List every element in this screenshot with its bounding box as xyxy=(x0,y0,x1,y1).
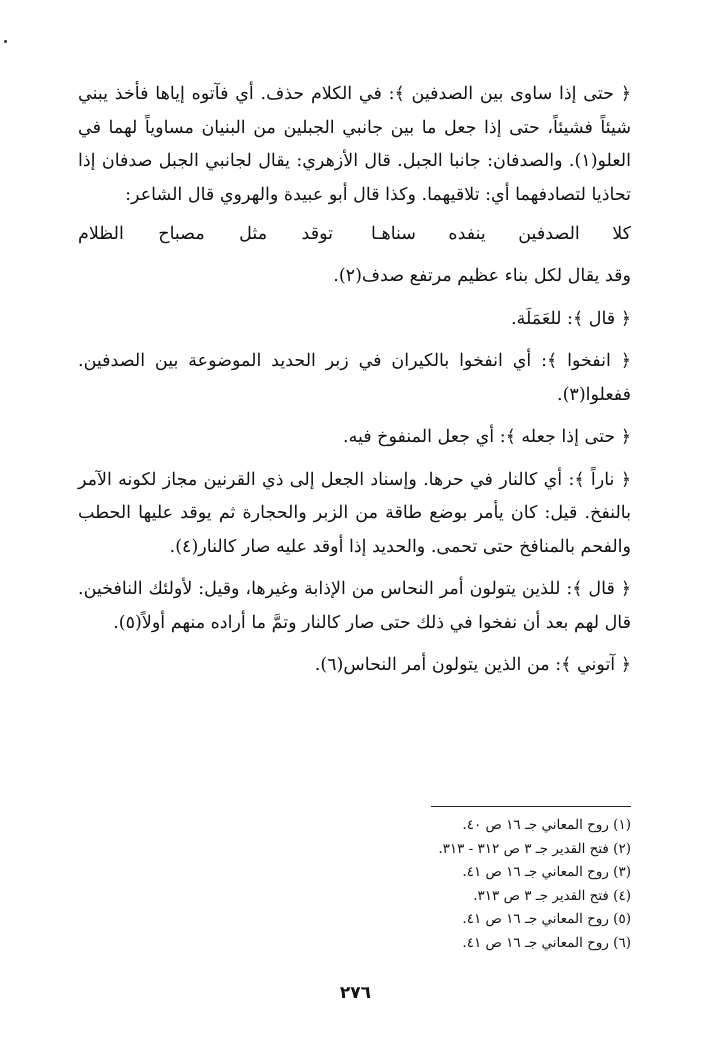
footnote-divider xyxy=(431,806,631,807)
paragraph-8: ﴿ آتوني ﴾: من الذين يتولون أمر النحاس(٦). xyxy=(314,655,631,675)
paragraph-7: ﴿ قال ﴾: للذين يتولون أمر النحاس من الإذابة وغيرها، وقيل: لأولئك النافخين. قال لهم بعد أن نفخوا في ذلك حتى صار كالنار وتمَّ ما أراده منهم أولاً(٥). xyxy=(78,579,631,633)
paragraph-1: ﴿ حتى إذا ساوى بين الصدفين ﴾: في الكلام حذف. أي فآتوه إياها فأخذ يبني شيئاً فشيئاً، حتى إذا جعل ما بين جانبي الجبلين من البنيان مساوياً لهما في العلو(١). والصدفان: جانبا الجبل. قال الأزهري: يقال لجانبي الجبل صدفان إذا تحاذيا لتصادفهما أي: تلاقيهما. وكذا قال أبو عبيدة والهروي قال الشاعر: xyxy=(78,84,631,205)
paragraph-5: ﴿ حتى إذا جعله ﴾: أي جعل المنفوخ فيه. xyxy=(343,427,631,447)
paragraph-6: ﴿ ناراً ﴾: أي كالنار في حرها. وإسناد الجعل إلى ذي القرنين مجاز لكونه الآمر بالنفخ. قيل: كان يأمر بوضع طاقة من الزبر والحجارة ثم يوقد عليها الحطب والفحم بالمنافخ حتى تحمى. والحديد إذا أوقد عليه صار كالنار(٤). xyxy=(78,469,631,557)
page-number: ٢٧٦ xyxy=(339,983,372,1003)
verse-hemistich-2: توقد مثل مصباح الظلام xyxy=(78,224,333,244)
paragraph-2: وقد يقال لكل بناء عظيم مرتفع صدف(٢). xyxy=(333,266,631,286)
footnote-5: (٥) روح المعاني جـ ١٦ ص ٤١. xyxy=(462,911,631,927)
footnotes xyxy=(78,814,631,955)
paragraph-3: ﴿ قال ﴾: للعَمَلَة. xyxy=(511,308,631,329)
footnote-1: (١) روح المعاني جـ ١٦ ص ٤٠. xyxy=(462,817,631,833)
footnote-3: (٣) روح المعاني جـ ١٦ ص ٤١. xyxy=(462,864,631,880)
footnote-2: (٢) فتح القدير جـ ٣ ص ٣١٢ - ٣١٣. xyxy=(438,840,631,857)
poetry-verse xyxy=(78,218,631,251)
footnote-6: (٦) روح المعاني جـ ١٦ ص ٤١. xyxy=(462,934,631,951)
margin-dot xyxy=(4,40,7,43)
verse-hemistich-1: كلا الصدفين ينفده سناهـا xyxy=(371,224,631,244)
footnote-4: (٤) فتح القدير جـ ٣ ص ٣١٣. xyxy=(473,887,631,904)
main-text xyxy=(78,78,631,683)
paragraph-4: ﴿ انفخوا ﴾: أي انفخوا بالكيران في زبر الحديد الموضوعة بين الصدفين. ففعلوا(٣). xyxy=(78,351,631,405)
